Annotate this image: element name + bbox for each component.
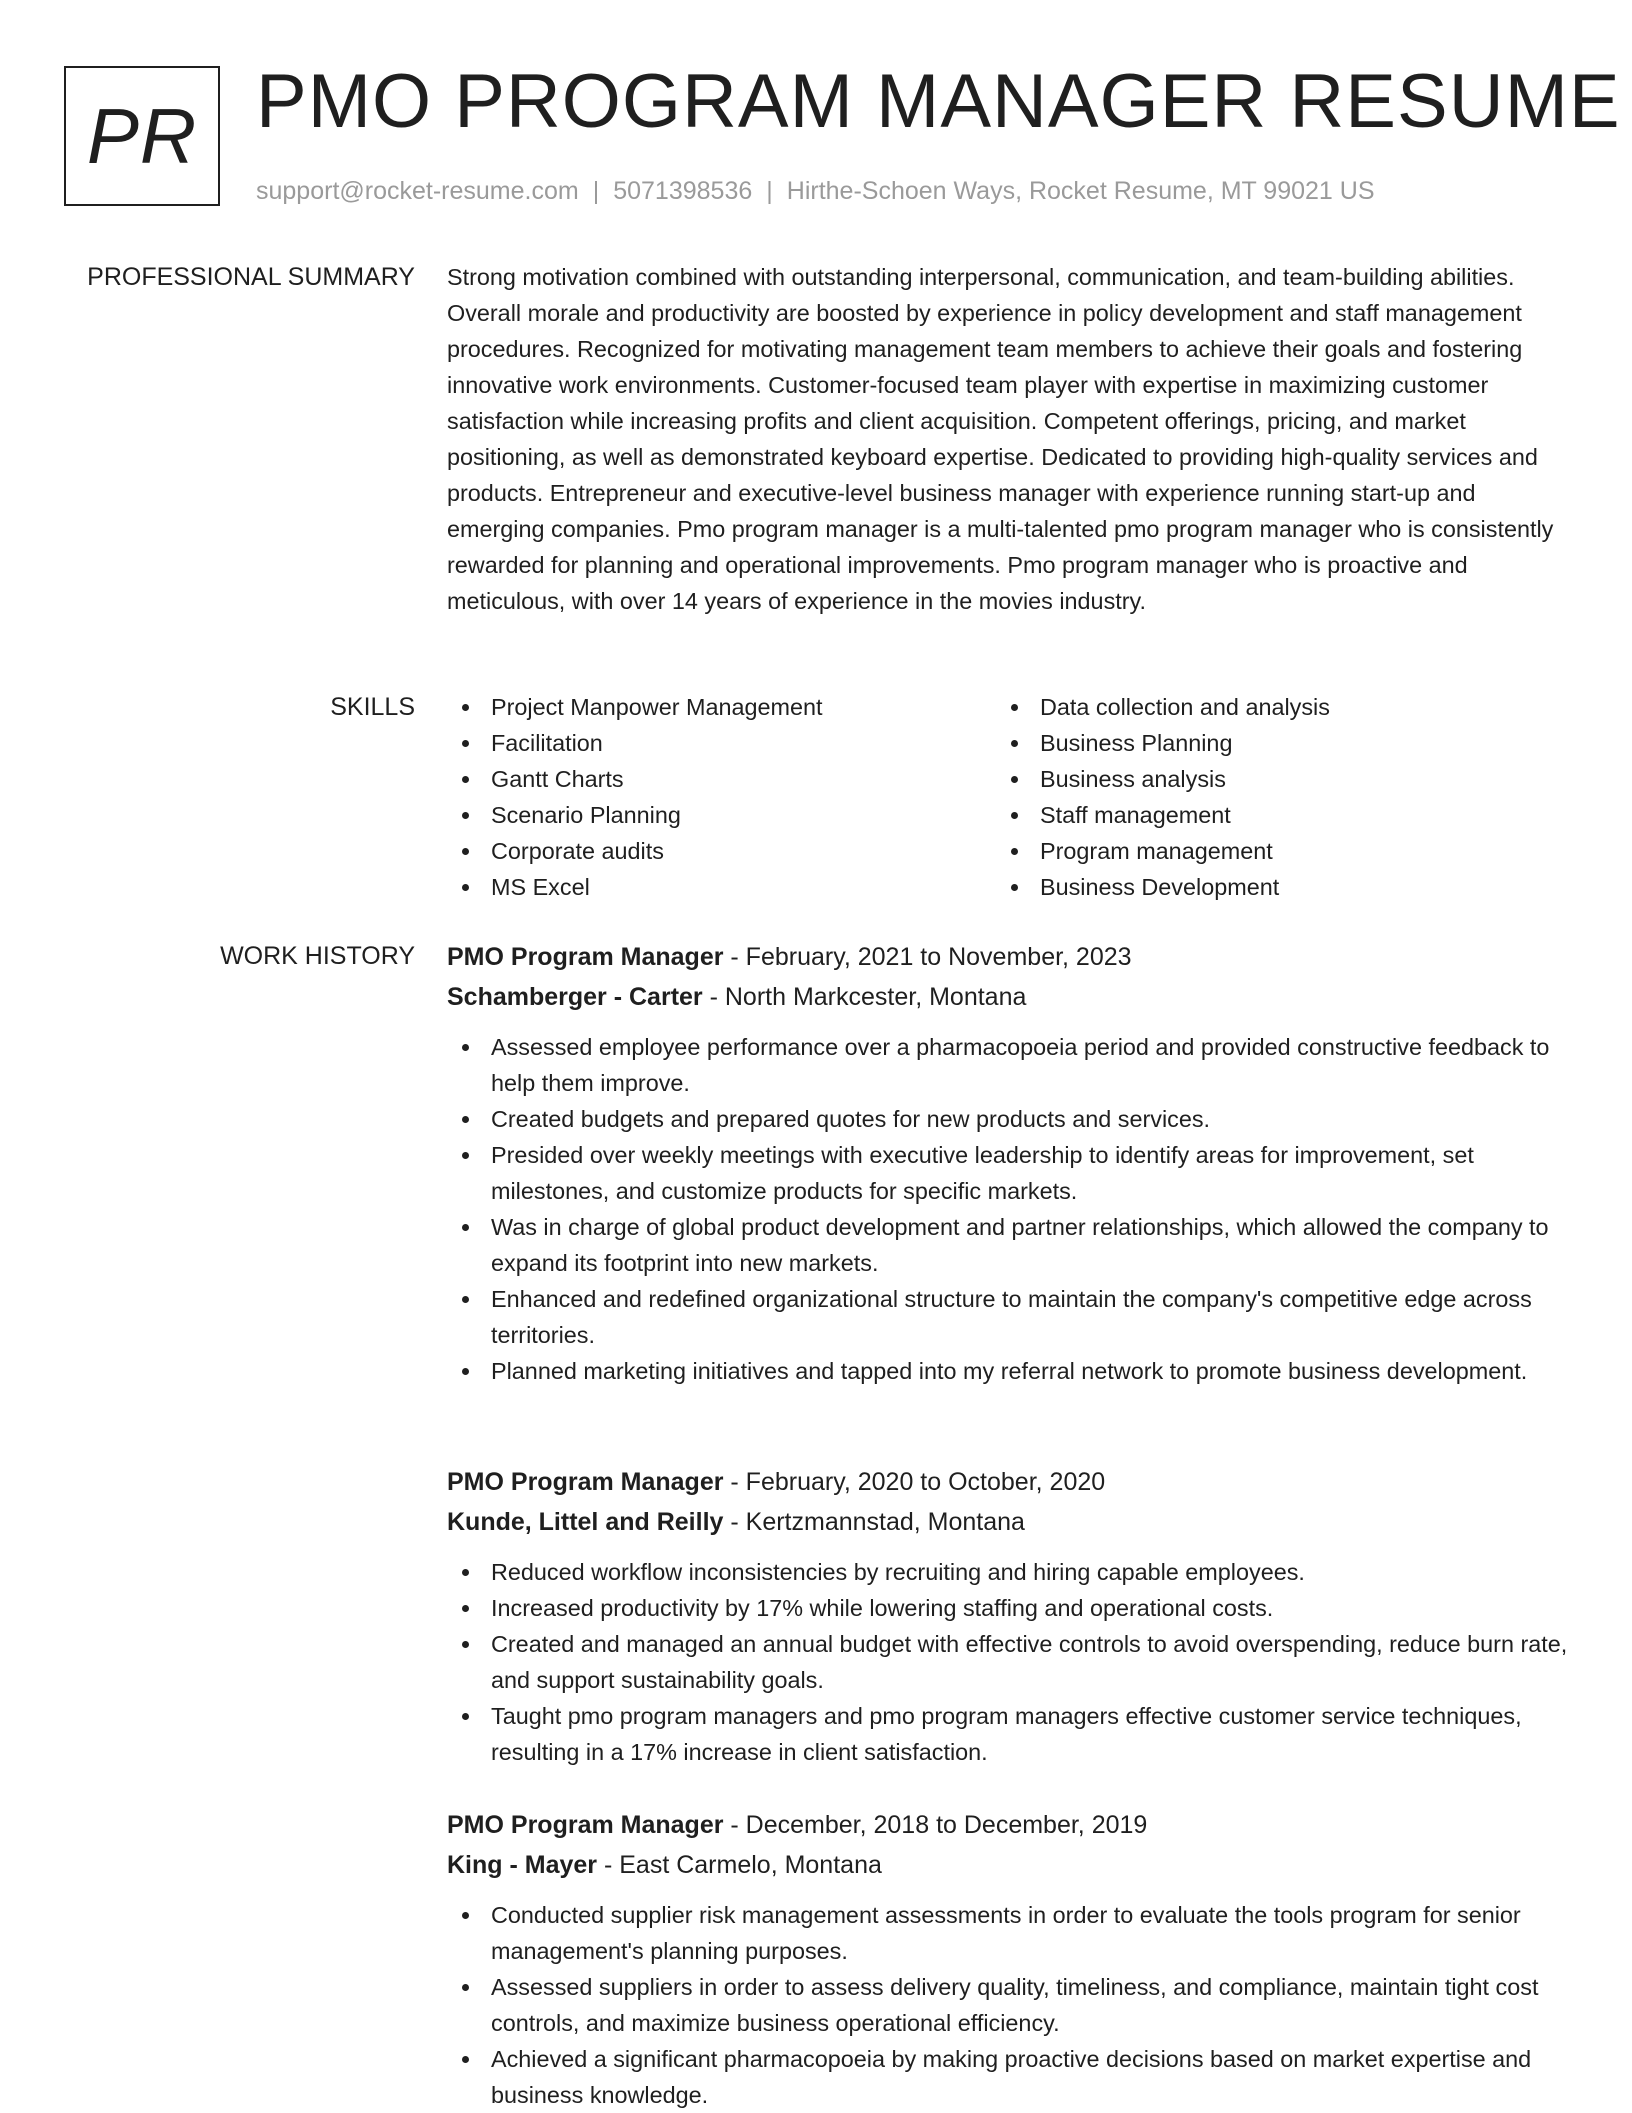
skills-label: SKILLS <box>330 693 415 721</box>
skill-item: Staff management <box>1040 797 1570 833</box>
job-title: PMO Program Manager <box>447 943 724 971</box>
skill-item: Business Planning <box>1040 725 1570 761</box>
duty-item: Planned marketing initiatives and tapped into my referral network to promote business development. <box>491 1353 1571 1389</box>
job-duties <box>447 1897 1571 2113</box>
duty-item: Increased productivity by 17% while lowering staffing and operational costs. <box>491 1590 1571 1626</box>
job-duties <box>447 1029 1571 1389</box>
duty-item: Enhanced and redefined organizational structure to maintain the company's competitive edge across territories. <box>491 1281 1571 1353</box>
duty-item: Conducted supplier risk management assessments in order to evaluate the tools program for senior management's planning purposes. <box>491 1897 1571 1969</box>
work-history-label: WORK HISTORY <box>220 942 415 970</box>
job-employer <box>447 977 1571 1017</box>
job-dates: - December, 2018 to December, 2019 <box>723 1811 1148 1839</box>
duty-item: Taught pmo program managers and pmo program managers effective customer service techniques, resulting in a 17% increase in client satisfaction. <box>491 1698 1571 1770</box>
job-entry <box>447 937 1571 1389</box>
skill-item: Scenario Planning <box>491 797 996 833</box>
monogram-initials: PR <box>86 91 198 180</box>
job-employer <box>447 1502 1571 1542</box>
summary-label: PROFESSIONAL SUMMARY <box>87 263 415 291</box>
duty-item: Was in charge of global product development and partner relationships, which allowed the company to expand its footprint into new markets. <box>491 1209 1571 1281</box>
duty-item: Assessed employee performance over a pharmacopoeia period and provided constructive feedback to help them improve. <box>491 1029 1571 1101</box>
contact-phone: 5071398536 <box>613 177 753 205</box>
job-entry <box>447 1462 1571 1770</box>
resume-title: PMO PROGRAM MANAGER RESUME <box>256 59 1621 144</box>
skill-item: Business analysis <box>1040 761 1570 797</box>
skill-item: Data collection and analysis <box>1040 689 1570 725</box>
duty-item: Reduced workflow inconsistencies by recruiting and hiring capable employees. <box>491 1554 1571 1590</box>
job-title: PMO Program Manager <box>447 1811 724 1839</box>
job-company: King - Mayer <box>447 1851 598 1879</box>
skill-item: Corporate audits <box>491 833 996 869</box>
job-heading <box>447 1462 1571 1502</box>
job-location: - North Markcester, Montana <box>702 983 1027 1011</box>
job-heading <box>447 937 1571 977</box>
job-title: PMO Program Manager <box>447 1468 724 1496</box>
job-duties <box>447 1554 1571 1770</box>
job-company: Schamberger - Carter <box>447 983 703 1011</box>
job-employer <box>447 1845 1571 1885</box>
contact-address: Hirthe-Schoen Ways, Rocket Resume, MT 99021 US <box>786 177 1375 205</box>
contact-line <box>256 175 1375 207</box>
skills-list <box>447 689 1571 905</box>
job-dates: - February, 2020 to October, 2020 <box>723 1468 1106 1496</box>
contact-separator: | <box>592 177 600 205</box>
summary-body <box>447 259 1571 619</box>
job-location: - Kertzmannstad, Montana <box>723 1508 1025 1536</box>
skills-column-right <box>996 689 1570 905</box>
skill-item: Facilitation <box>491 725 996 761</box>
duty-item: Assessed suppliers in order to assess delivery quality, timeliness, and compliance, maintain tight cost controls, and maximize business operational efficiency. <box>491 1969 1571 2041</box>
skill-item: Program management <box>1040 833 1570 869</box>
contact-separator: | <box>766 177 773 205</box>
job-heading <box>447 1805 1571 1845</box>
skills-column-left <box>447 689 996 905</box>
summary-text: Strong motivation combined with outstanding interpersonal, communication, and team-building abilities. Overall morale and productivity are boosted by experience in policy development and staff management procedures. Recognized for motivating management team members to achieve their goals and fostering innovative work environments. Customer-focused team player with expertise in maximizing customer satisfaction while increasing profits and client acquisition. Competent offerings, pricing, and market positioning, as well as demonstrated keyboard expertise. Dedicated to providing high-quality services and products. Entrepreneur and executive-level business manager with experience running start-up and emerging companies. Pmo program manager is a multi-talented pmo program manager who is consistently rewarded for planning and operational improvements. Pmo program manager who is proactive and meticulous, with over 14 years of experience in the movies industry. <box>447 264 1554 614</box>
skill-item: Gantt Charts <box>491 761 996 797</box>
skill-item: Business Development <box>1040 869 1570 905</box>
job-dates: - February, 2021 to November, 2023 <box>723 943 1132 971</box>
duty-item: Created budgets and prepared quotes for new products and services. <box>491 1101 1571 1137</box>
skill-item: MS Excel <box>491 869 996 905</box>
job-entry <box>447 1805 1571 2113</box>
contact-email: support@rocket-resume.com <box>256 177 579 205</box>
job-location: - East Carmelo, Montana <box>597 1851 882 1879</box>
duty-item: Achieved a significant pharmacopoeia by making proactive decisions based on market expertise and business knowledge. <box>491 2041 1571 2113</box>
job-company: Kunde, Littel and Reilly <box>447 1508 724 1536</box>
duty-item: Presided over weekly meetings with executive leadership to identify areas for improvement, set milestones, and customize products for specific markets. <box>491 1137 1571 1209</box>
monogram-badge <box>64 66 220 206</box>
skill-item: Project Manpower Management <box>491 689 996 725</box>
duty-item: Created and managed an annual budget with effective controls to avoid overspending, reduce burn rate, and support sustainability goals. <box>491 1626 1571 1698</box>
